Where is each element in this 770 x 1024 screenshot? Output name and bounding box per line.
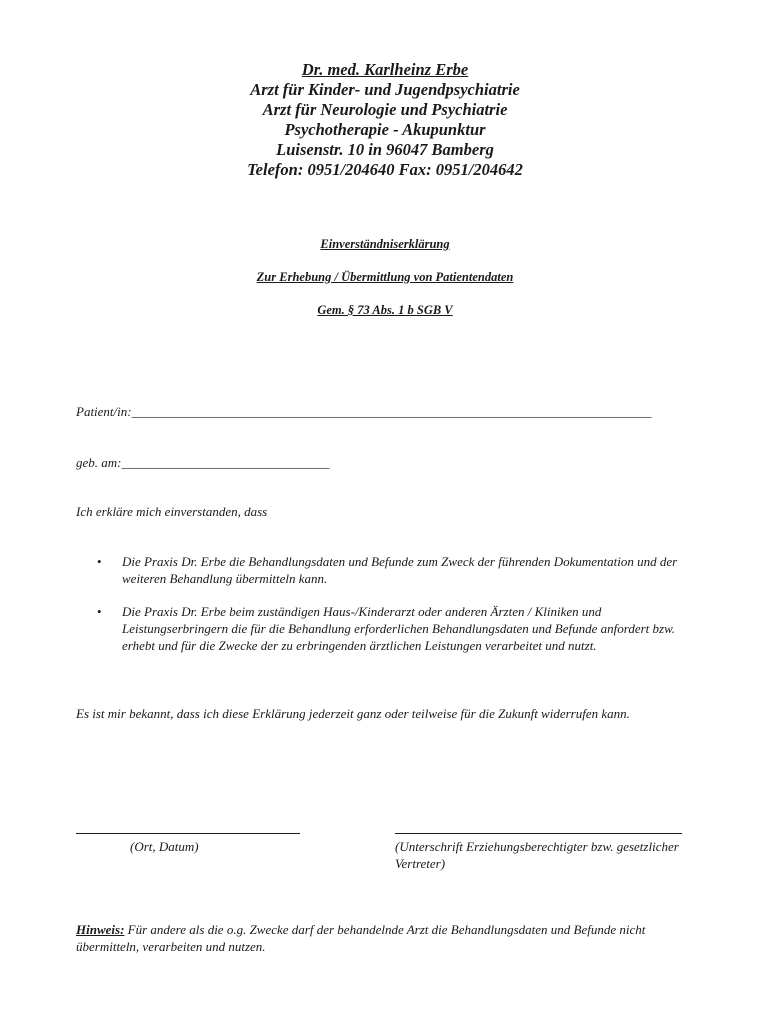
hint-text: Für andere als die o.g. Zwecke darf der behandelnde Arzt die Behandlungsdaten und Befunde nicht übermitteln, verarbeiten und nutzen. — [76, 922, 646, 954]
specialty-psychotherapy: Psychotherapie - Akupunktur — [284, 120, 486, 139]
practice-phone-fax: Telefon: 0951/204640 Fax: 0951/204642 — [247, 160, 523, 179]
consent-point — [76, 603, 706, 654]
document-subtitle: Zur Erhebung / Übermittlung von Patientendaten — [256, 270, 514, 284]
hint-label: Hinweis: — [76, 922, 125, 937]
guardian-signature-caption: (Unterschrift Erziehungsberechtigter bzw. gesetzlicher Vertreter) — [395, 839, 679, 871]
place-date-caption: (Ort, Datum) — [130, 839, 199, 854]
bullet-icon: • — [97, 604, 102, 619]
consent-point — [76, 553, 706, 587]
consent-point-text: Die Praxis Dr. Erbe die Behandlungsdaten und Befunde zum Zweck der führenden Dokumentation und der weiteren Behandlung übermitteln kann. — [122, 554, 678, 586]
document-titles — [0, 236, 770, 335]
specialty-child-psychiatry: Arzt für Kinder- und Jugendpsychiatrie — [250, 80, 520, 99]
practice-address: Luisenstr. 10 in 96047 Bamberg — [276, 140, 494, 159]
hint-note — [76, 921, 706, 955]
revocation-notice: Es ist mir bekannt, dass ich diese Erklärung jederzeit ganz oder teilweise für die Zukunft widerrufen kann. — [76, 706, 630, 721]
bullet-icon: • — [97, 554, 102, 569]
consent-point-text: Die Praxis Dr. Erbe beim zuständigen Haus-/Kinderarzt oder anderen Ärzten / Kliniken und Leistungserbringern die für die Behandlung erforderlichen Behandlungsdaten und Befunde anfordert bzw. erhebt und für die Zwecke der zu erbringenden ärztlichen Leistungen verarbeitet und nutzt. — [122, 604, 676, 653]
specialty-neurology: Arzt für Neurologie und Psychiatrie — [262, 100, 508, 119]
guardian-signature-line[interactable] — [395, 833, 682, 834]
consent-points — [76, 553, 706, 670]
document-title: Einverständniserklärung — [320, 237, 450, 251]
consent-intro: Ich erkläre mich einverstanden, dass — [76, 504, 268, 519]
letterhead — [0, 60, 770, 180]
birth-date-field[interactable]: geb. am:________________________________ — [76, 455, 330, 470]
place-date-line[interactable] — [76, 833, 300, 834]
legal-reference: Gem. § 73 Abs. 1 b SGB V — [317, 303, 453, 317]
doctor-name: Dr. med. Karlheinz Erbe — [301, 60, 469, 79]
patient-name-field[interactable]: Patient/in:________________________________________________________________________________ — [76, 404, 652, 419]
